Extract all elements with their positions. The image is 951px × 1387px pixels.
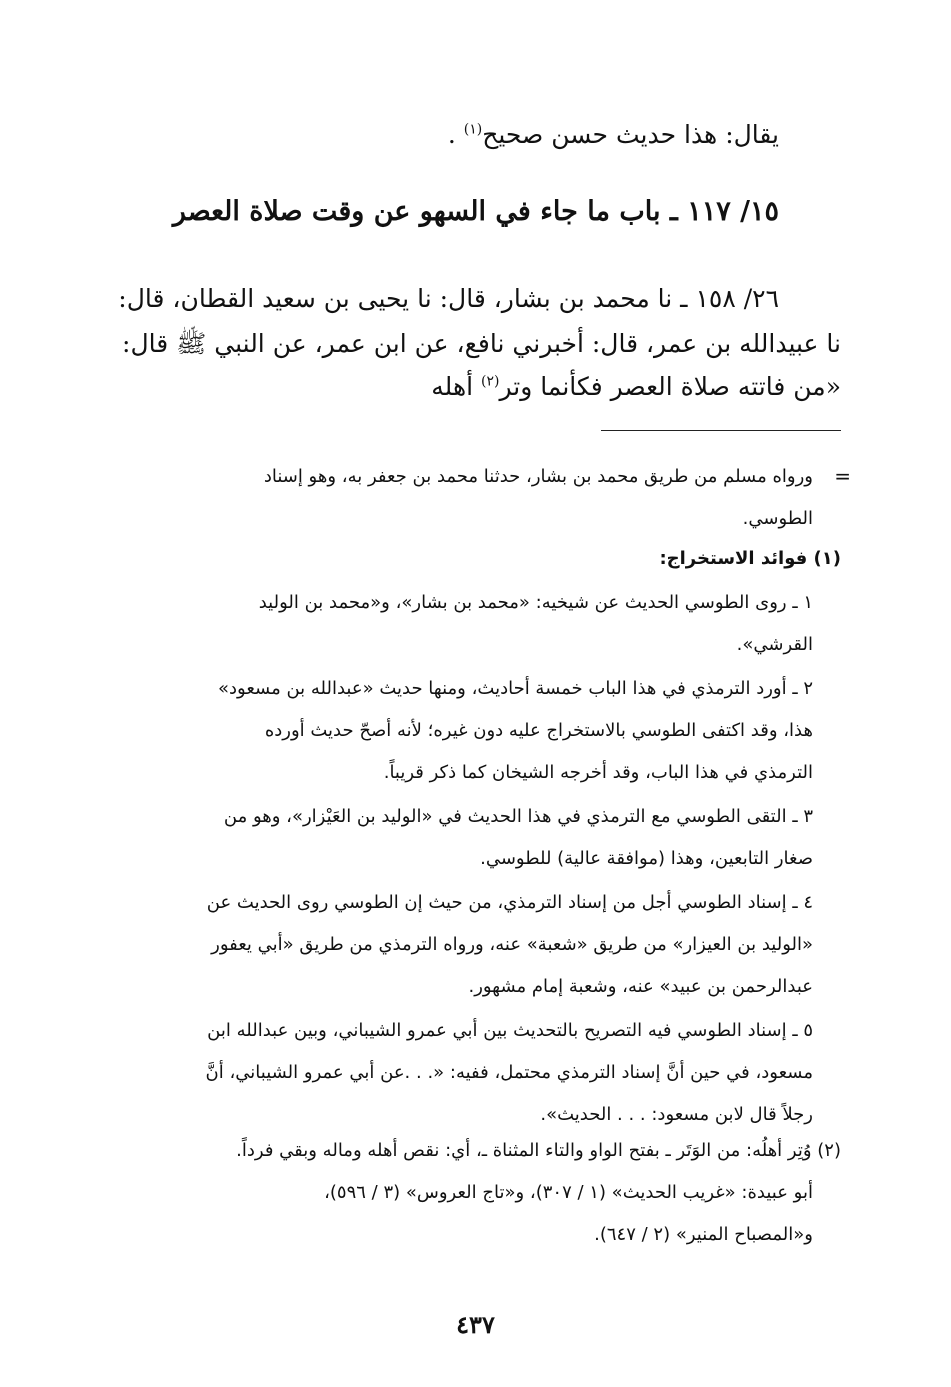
intro-text: يقال: هذا حديث حسن صحيح: [482, 120, 779, 149]
hadith-line-1: ٢٦/ ١٥٨ ـ نا محمد بن بشار، قال: نا يحيى بن سعيد القطان، قال:: [118, 284, 779, 313]
footnote-2-line-3: و«المصباح المنير» (٢ / ٦٤٧).: [594, 1224, 813, 1245]
footnote-2-line-2: أبو عبيدة: «غريب الحديث» (١ / ٣٠٧)، و«تاج العروس» (٣ / ٥٩٦)،: [324, 1182, 813, 1203]
fn1-item-2-line-2: هذا، وقد اكتفى الطوسي بالاستخراج عليه دون غيره؛ لأنه أصحّ حديث أورده: [264, 720, 813, 741]
footnote-ref-2[interactable]: (٢): [481, 373, 500, 390]
hadith-line-3-text: «من فاتته صلاة العصر فكأنما وتر: [499, 372, 841, 401]
fn1-item-3-line-2: صغار التابعين، وهذا (موافقة عالية) للطوسي.: [480, 848, 813, 869]
hadith-line-3-end: أهله: [431, 372, 482, 401]
fn1-item-4-line-1: ٤ ـ إسناد الطوسي أجل من إسناد الترمذي، من حيث إن الطوسي روى الحديث عن: [206, 892, 813, 913]
fn1-item-5-line-2: مسعود، في حين أنَّ إسناد الترمذي محتمل، ففيه: «. . .عن أبي عمرو الشيباني، أنَّ: [205, 1062, 813, 1083]
fn1-item-1-line-2: القرشي».: [736, 634, 813, 655]
continuation-mark: =: [834, 464, 851, 488]
fn1-item-4-line-2: «الوليد بن العيزار» من طريق «شعبة» عنه، ورواه الترمذي من طريق «أبي يعفور: [211, 934, 813, 955]
fn1-item-5-line-1: ٥ ـ إسناد الطوسي فيه التصريح بالتحديث بين أبي عمرو الشيباني، وبين عبدالله ابن: [207, 1020, 813, 1041]
fn1-item-2-line-1: ٢ ـ أورد الترمذي في هذا الباب خمسة أحاديث، ومنها حديث «عبدالله بن مسعود»: [218, 678, 813, 699]
fn1-item-2-line-3: الترمذي في هذا الباب، وقد أخرجه الشيخان كما ذكر قريباً.: [383, 762, 813, 783]
page-number: ٤٣٧: [456, 1310, 495, 1339]
hadith-line-2: نا عبيدالله بن عمر، قال: أخبرني نافع، عن ابن عمر، عن النبي ﷺ قال:: [122, 329, 841, 358]
footnote-2-line-1: (٢) وُتِر أهلُه: من الوَتَر ـ بفتح الواو والتاء المثناة ـ، أي: نقص أهله وماله وبقي فرداً.: [236, 1140, 841, 1161]
cont-line-1: ورواه مسلم من طريق محمد بن بشار، حدثنا محمد بن جعفر به، وهو إسناد: [263, 466, 813, 487]
fn1-item-3-line-1: ٣ ـ التقى الطوسي مع الترمذي في هذا الحديث في «الوليد بن العَيْزار»، وهو من: [223, 806, 813, 827]
cont-line-2: الطوسي.: [742, 508, 813, 529]
fn1-item-4-line-3: عبدالرحمن بن عبيد» عنه، وشعبة إمام مشهور.: [468, 976, 813, 997]
intro-end: .: [447, 120, 464, 149]
chapter-heading: ١٥/ ١١٧ ـ باب ما جاء في السهو عن وقت صلاة العصر: [172, 196, 779, 227]
fn1-item-1-line-1: ١ ـ روى الطوسي الحديث عن شيخيه: «محمد بن بشار»، و«محمد بن الوليد: [258, 592, 813, 613]
footnote-separator: [601, 430, 841, 431]
fn1-item-5-line-3: رجلاً قال لابن مسعود: . . . الحديث».: [540, 1104, 813, 1125]
intro-line: [448, 120, 779, 149]
footnote-1-title: (١) فوائد الاستخراج:: [659, 548, 841, 569]
hadith-line-3: [431, 372, 841, 401]
footnote-ref-1[interactable]: (١): [463, 121, 483, 138]
